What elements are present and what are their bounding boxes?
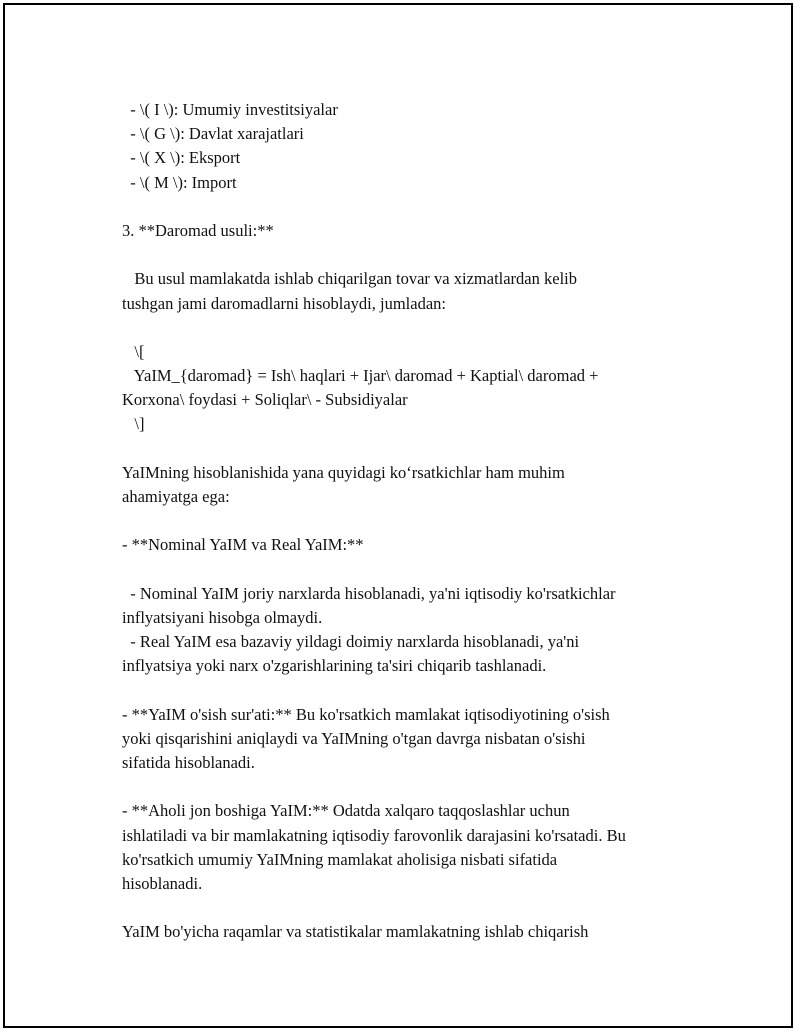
- text-line: YaIMning hisoblanishida yana quyidagi ko‘rsatkichlar ham muhim: [122, 462, 565, 482]
- text-line: ishlatiladi va bir mamlakatning iqtisodiy farovonlik darajasini ko'rsatadi. Bu: [122, 825, 626, 845]
- blank-line: [122, 509, 682, 533]
- blank-line: [122, 437, 682, 461]
- text-line: - **YaIM o'sish sur'ati:** Bu ko'rsatkich mamlakat iqtisodiyotining o'sish: [122, 704, 610, 724]
- text-line: yoki qisqarishini aniqlaydi va YaIMning o'tgan davrga nisbatan o'sishi: [122, 728, 586, 748]
- text-line: sifatida hisoblanadi.: [122, 753, 255, 773]
- text-line: - **Aholi jon boshiga YaIM:** Odatda xalqaro taqqoslashlar uchun: [122, 801, 570, 821]
- text-line: - \( G \): Davlat xarajatlari: [122, 124, 304, 144]
- text-line: Bu usul mamlakatda ishlab chiqarilgan tovar va xizmatlardan kelib: [122, 269, 577, 289]
- text-line: YaIM_{daromad} = Ish\ haqlari + Ijar\ daromad + Kaptial\ daromad +: [122, 366, 599, 386]
- blank-line: [122, 195, 682, 219]
- text-line: 3. **Daromad usuli:**: [122, 220, 274, 240]
- text-line: \]: [122, 414, 145, 434]
- text-line: inflyatsiyani hisobga olmaydi.: [122, 607, 323, 627]
- blank-line: [122, 679, 682, 703]
- text-line: inflyatsiya yoki narx o'zgarishlarining ta'siri chiqarib tashlanadi.: [122, 656, 547, 676]
- text-line: ko'rsatkich umumiy YaIMning mamlakat aholisiga nisbati sifatida: [122, 849, 558, 869]
- text-line: - \( M \): Import: [122, 172, 237, 192]
- blank-line: [122, 775, 682, 799]
- text-line: hisoblanadi.: [122, 874, 203, 893]
- text-line: - \( X \): Eksport: [122, 148, 241, 168]
- text-line: - \( I \): Umumiy investitsiyalar: [122, 100, 338, 119]
- blank-line: [122, 558, 682, 582]
- blank-line: [122, 896, 682, 920]
- text-line: \[: [122, 341, 145, 361]
- document-body: [122, 98, 682, 945]
- text-line: Korxona\ foydasi + Soliqlar\ - Subsidiyalar: [122, 390, 408, 410]
- text-line: ahamiyatga ega:: [122, 487, 230, 506]
- text-line: tushgan jami daromadlarni hisoblaydi, jumladan:: [122, 293, 446, 313]
- page-frame: [3, 3, 793, 1028]
- text-line: - Real YaIM esa bazaviy yildagi doimiy narxlarda hisoblanadi, ya'ni: [122, 632, 580, 652]
- text-line: YaIM bo'yicha raqamlar va statistikalar mamlakatning ishlab chiqarish: [122, 922, 589, 942]
- blank-line: [122, 316, 682, 340]
- text-line: - Nominal YaIM joriy narxlarda hisoblanadi, ya'ni iqtisodiy ko'rsatkichlar: [122, 583, 616, 603]
- blank-line: [122, 243, 682, 267]
- text-line: - **Nominal YaIM va Real YaIM:**: [122, 535, 364, 555]
